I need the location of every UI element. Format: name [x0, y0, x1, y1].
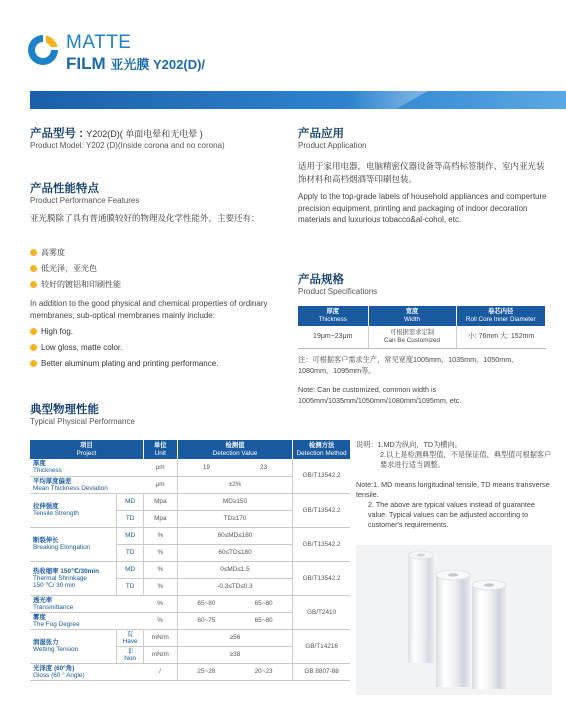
notes-block [356, 440, 552, 530]
table-row [30, 629, 350, 646]
spec-col-thickness: 厚度 Thickness [298, 306, 368, 326]
direction-cell: MD [117, 561, 143, 578]
application-title: 产品应用 [298, 128, 344, 140]
spec-core-value: 小: 76mm 大: 152mm [456, 326, 546, 349]
value-cell: TD≥170 [177, 510, 292, 527]
note-cn-1: 说明：1.MD为纵向，TD为横向。 [356, 440, 462, 449]
value-cell: MD≥150 [177, 493, 292, 510]
value-cell: 60≤MD≤180 [177, 527, 292, 544]
value-cell: 65~80 [235, 595, 293, 612]
value-cell: 65~80 [235, 612, 293, 629]
spec-col-core: 卷芯内径 Roll Core Inner Diameter [456, 306, 546, 326]
model-english: Product Model: Y202 (D)(Inside corona and no corona) [30, 141, 225, 150]
specs-note-en: Note: Can be customized, common width is 1005mm/1035mm/1050mm/1080mm/1095mm, etc. [298, 385, 462, 405]
value-cell: ±2% [177, 476, 292, 493]
specs-subtitle: Product Specifications [298, 287, 378, 296]
phys-col-unit: 单位 Unit [143, 440, 177, 459]
features-intro-en: In addition to the good physical and chemical properties of ordinary membranes, sub-optical membranes mainly include: [30, 299, 268, 320]
unit-cell: μm [143, 459, 177, 476]
phys-col-method: 检测方法 Detection Method [293, 440, 350, 459]
features-intro-cn: 亚光膜除了具有普通膜较好的物理及化学性能外，主要还有： [30, 213, 260, 223]
unit-cell: Mpa [143, 510, 177, 527]
physical-header-row [30, 440, 350, 459]
table-row [30, 493, 350, 510]
bullet-dot-icon [30, 265, 37, 272]
table-row [30, 459, 350, 476]
feature-bullet-en-1: High fog. [30, 327, 73, 336]
value-cell: 25~28 [177, 663, 235, 680]
brand-film-word: FILM [66, 54, 106, 73]
brand-title-line1: MATTE [66, 32, 132, 53]
unit-cell: % [143, 612, 177, 629]
method-cell: GB/T13542.2 [293, 561, 350, 595]
unit-cell: Mpa [143, 493, 177, 510]
specs-table [298, 306, 546, 349]
bullet-dot-icon [30, 249, 37, 256]
value-cell: 19 [177, 459, 235, 476]
header-band [30, 91, 566, 109]
unit-cell: % [143, 544, 177, 561]
unit-cell: μm [143, 476, 177, 493]
prop-thickness: 厚度 Thickness [30, 459, 143, 476]
direction-cell: TD [117, 578, 143, 595]
specs-note-cn: 注：可根据客户需求生产，常见宽度1005mm、1035mm、1050mm、1080mm、1095mm等。 [298, 355, 519, 375]
physical-subtitle: Typical Physical Performance [30, 417, 135, 426]
prop-deviation: 平均厚度偏差 Mean Thickness Deviation [30, 476, 143, 493]
brand-title-line2 [66, 53, 205, 76]
unit-cell: % [143, 527, 177, 544]
direction-cell: 非 Non [117, 646, 143, 663]
prop-gloss: 光泽度 (60°角) Gloss (60 ° Angle) [30, 663, 143, 680]
prop-shrinkage: 热收缩率 150℃/30min Thermal Shrinkage 150 ℃/ 30 min [30, 561, 117, 595]
value-cell: 65~80 [177, 595, 235, 612]
method-cell: GB/T13542.2 [293, 493, 350, 527]
spec-width-value: 可根据需求定制 Can Be Customized [368, 326, 456, 349]
method-cell: GB 8807-88 [293, 663, 350, 680]
value-cell: ≥56 [177, 629, 292, 646]
table-row [30, 595, 350, 612]
physical-title: 典型物理性能 [30, 404, 99, 416]
unit-cell: mN/m [143, 646, 177, 663]
model-label: 产品型号 : [30, 128, 84, 140]
spec-col-width: 宽度 Width [368, 306, 456, 326]
feature-bullet-cn-2: 低光泽，亚光色 [30, 263, 97, 274]
film-rolls-image [356, 545, 552, 695]
bullet-dot-icon [30, 360, 37, 367]
value-cell: 23 [235, 459, 293, 476]
unit-cell: % [143, 595, 177, 612]
application-text-en: Apply to the top-grade labels of household appliances and comperture precision equipment, printing and packaging of indoor decoration materials and luxurious tobacco&al-cohol, etc. [298, 192, 547, 224]
value-cell: 60≤TD≤180 [177, 544, 292, 561]
direction-cell: MD [117, 527, 143, 544]
value-cell: ≥38 [177, 646, 292, 663]
note-en-1: Note:1. MD means longitudinal tensile, TD means transverse tensile. [356, 480, 550, 499]
direction-cell: TD [117, 510, 143, 527]
feature-bullet-en-3: Better aluminum plating and printing performance. [30, 359, 218, 368]
unit-cell: % [143, 578, 177, 595]
brand-product-name: 亚光膜 Y202(D)/ [110, 57, 206, 72]
bullet-dot-icon [30, 344, 37, 351]
application-text-cn: 适用于家用电器，电脑精密仪器设备等高档标签制作、室内亚光装饰材料和高档烟酒等印刷包装。 [298, 161, 545, 184]
note-cn-2: 2.以上是检测典型值，不是保证值，典型值可根据客户要求进行适当调整。 [380, 450, 552, 469]
specs-header-row [298, 306, 546, 326]
method-cell: GB/T13542.2 [293, 459, 350, 493]
spec-thickness-value: 19μm~23μm [298, 326, 368, 349]
prop-wetting: 润湿张力 Wetting Tension [30, 629, 117, 663]
prop-elongation: 断裂伸长 Breaking Elongation [30, 527, 117, 561]
direction-cell: 有 Have [117, 629, 143, 646]
method-cell: GB/T2410 [293, 595, 350, 629]
unit-cell: mN/m [143, 629, 177, 646]
product-photo [356, 545, 552, 695]
features-subtitle: Product Performance Features [30, 196, 140, 205]
specs-title: 产品规格 [298, 274, 344, 286]
method-cell: GB/T14216 [293, 629, 350, 663]
method-cell: GB/T13542.2 [293, 527, 350, 561]
value-cell: 60~75 [177, 612, 235, 629]
prop-fog: 雾度 The Fog Degree [30, 612, 143, 629]
features-title: 产品性能特点 [30, 183, 99, 195]
direction-cell: MD [117, 493, 143, 510]
unit-cell: / [143, 663, 177, 680]
value-cell: 20~23 [235, 663, 293, 680]
table-row [30, 527, 350, 544]
table-row [30, 663, 350, 680]
phys-col-value: 检测值 Detection Value [177, 440, 292, 459]
value-cell: 0≤MD≤1.5 [177, 561, 292, 578]
phys-col-project: 项目 Project [30, 440, 143, 459]
bullet-dot-icon [30, 281, 37, 288]
prop-transmittance: 透光率 Transmittance [30, 595, 143, 612]
model-value: Y202(D)( 单面电晕和无电晕 ) [86, 129, 203, 139]
feature-bullet-cn-1: 高雾度 [30, 247, 65, 258]
brand-logo-icon [26, 33, 60, 67]
value-cell: -0.3≤TD≤0.3 [177, 578, 292, 595]
application-subtitle: Product Application [298, 141, 367, 150]
table-row [30, 561, 350, 578]
unit-cell: % [143, 561, 177, 578]
prop-tensile: 拉伸强度 Tensile Strength [30, 493, 117, 527]
bullet-dot-icon [30, 328, 37, 335]
specs-data-row [298, 326, 546, 349]
note-en-2: 2. The above are typical values instead of guarantee value. Typical values can be adjusted according to customer's requirements. [368, 500, 535, 529]
physical-table [30, 440, 350, 681]
feature-bullet-cn-3: 较好的镀铝和印刷性能 [30, 279, 121, 290]
model-heading [30, 125, 203, 141]
feature-bullet-en-2: Low gloss, matte color. [30, 343, 122, 352]
direction-cell: TD [117, 544, 143, 561]
